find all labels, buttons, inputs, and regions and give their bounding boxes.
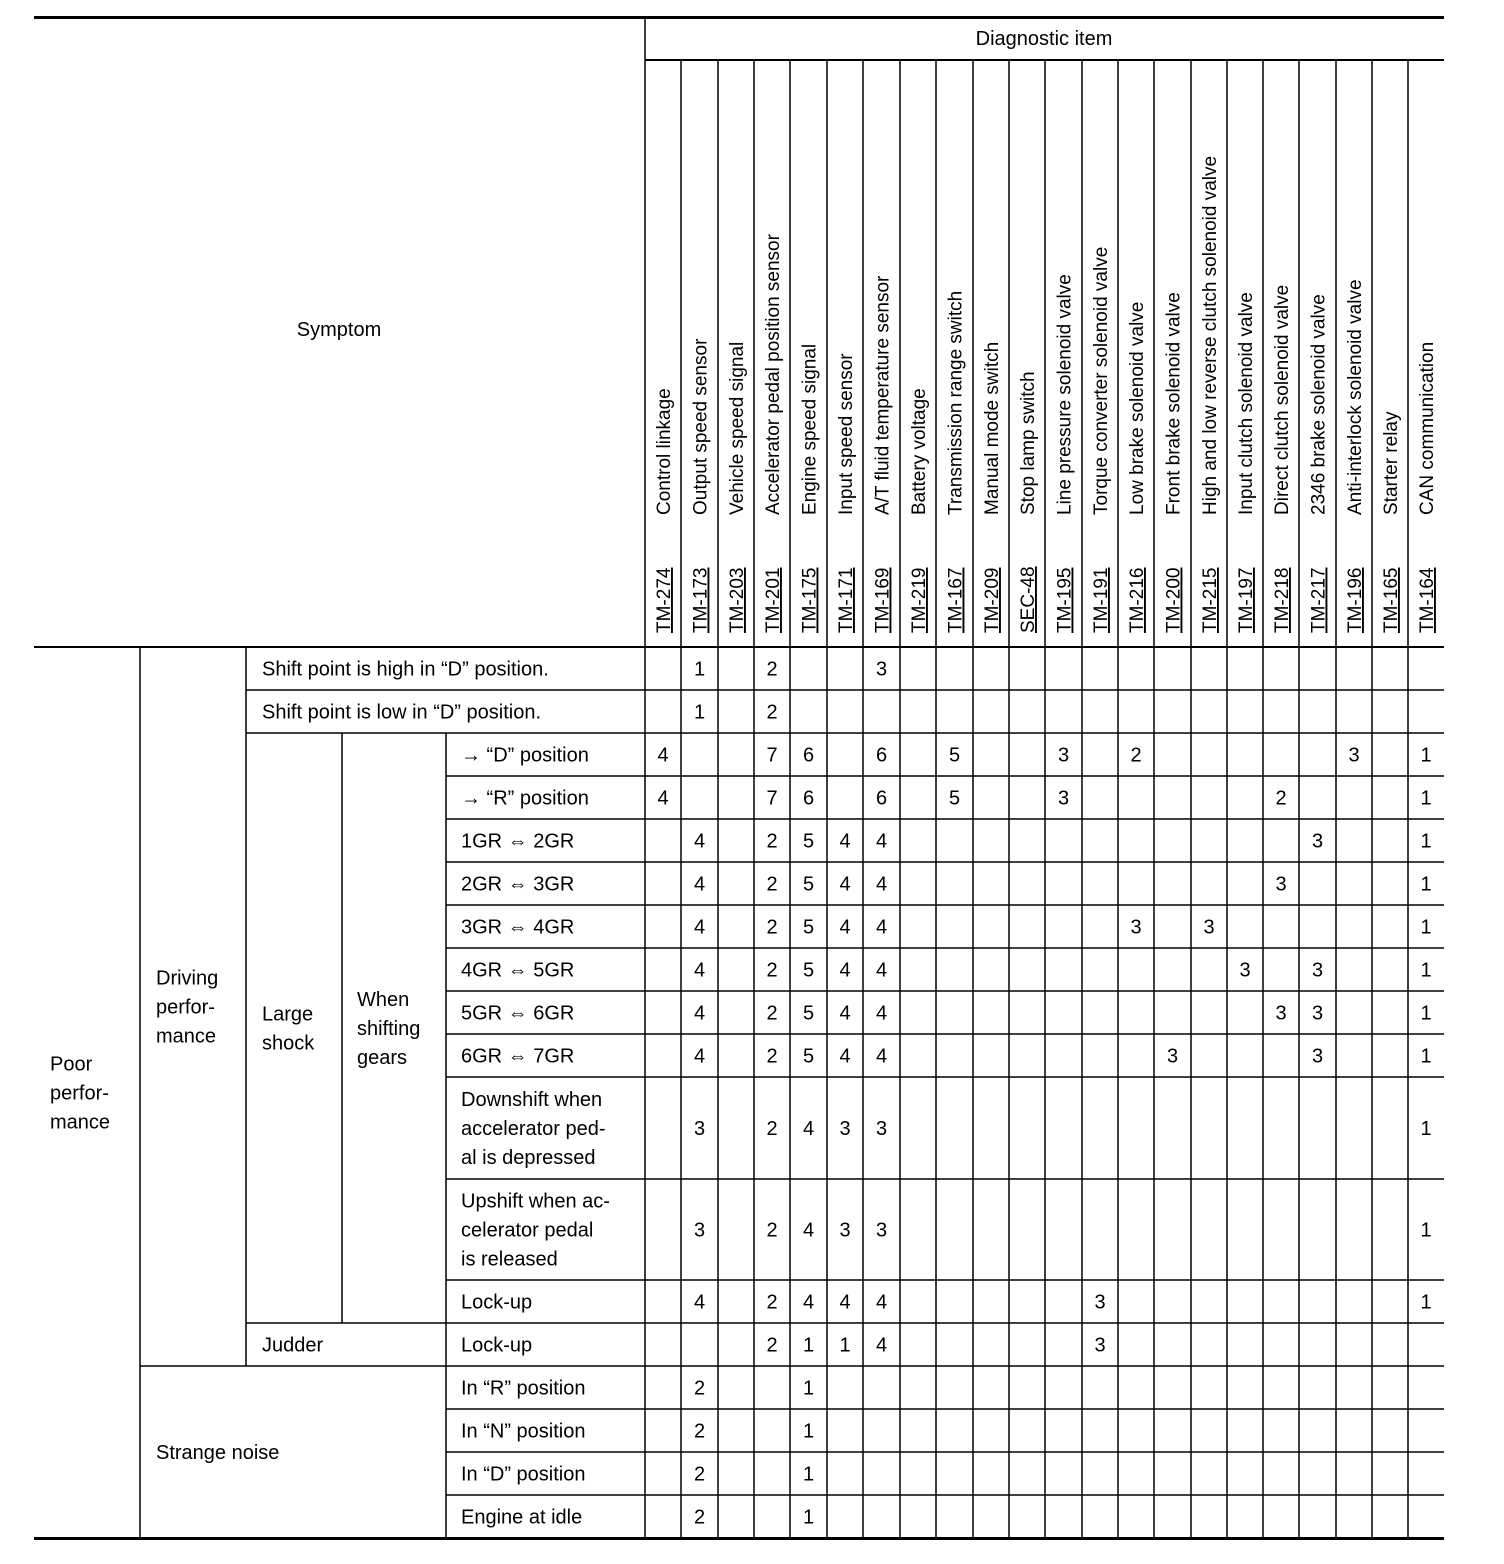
priority-value: 1 — [693, 701, 706, 724]
column-name: A/T fluid temperature sensor — [872, 275, 894, 515]
priority-value: 4 — [657, 744, 669, 767]
priority-value: 3 — [1311, 1045, 1324, 1068]
column-name: Battery voltage — [909, 388, 930, 515]
priority-value: 3 — [839, 1118, 851, 1140]
column-reference-link: TM-218 — [1272, 567, 1293, 633]
column-reference-link: SEC-48 — [1018, 566, 1039, 633]
priority-value: 1 — [802, 1420, 815, 1443]
judder-label: Judder — [262, 1334, 324, 1357]
row-symptom-line: In “N” position — [461, 1420, 586, 1443]
column-name: Torque converter solenoid valve — [1091, 246, 1112, 515]
priority-value: 4 — [693, 959, 706, 982]
priority-value: 3 — [1311, 830, 1324, 853]
priority-value: 5 — [948, 744, 961, 767]
priority-value: 2 — [766, 1002, 778, 1025]
row-symptom-line: → “D” position — [461, 744, 589, 767]
priority-value: 4 — [802, 1118, 815, 1140]
priority-value: 2 — [766, 1045, 778, 1068]
when-shifting-gears-label-line: gears — [357, 1047, 408, 1069]
row-symptom-line: → “R” position — [461, 787, 589, 810]
priority-value: 4 — [693, 1291, 706, 1314]
diagnostic-table-grid — [34, 16, 1444, 1540]
column-reference-link: TM-203 — [727, 567, 748, 633]
row-symptom-line: In “R” position — [461, 1377, 586, 1400]
column-reference-link: TM-195 — [1054, 567, 1076, 633]
column-name: Anti-interlock solenoid valve — [1345, 279, 1366, 515]
row-symptom-line: Upshift when ac- — [461, 1190, 610, 1213]
column-reference-link: TM-217 — [1308, 567, 1330, 633]
column-reference-link: TM-169 — [872, 567, 894, 633]
priority-value: 2 — [693, 1506, 706, 1529]
column-name: Line pressure solenoid valve — [1054, 274, 1076, 515]
priority-value: 4 — [693, 873, 706, 896]
column-reference-link: TM-209 — [982, 567, 1003, 633]
row-symptom-line: In “D” position — [461, 1463, 586, 1486]
priority-value: 5 — [802, 873, 815, 896]
priority-value: 6 — [875, 787, 888, 810]
row-symptom-line: 3GR ⇔ 4GR — [461, 916, 575, 939]
priority-value: 4 — [657, 787, 669, 810]
column-reference-link: TM-219 — [909, 567, 930, 633]
priority-value: 2 — [766, 1291, 778, 1314]
row-symptom-line: Shift point is low in “D” position. — [262, 701, 542, 724]
priority-value: 4 — [875, 916, 888, 939]
priority-value: 4 — [802, 1219, 815, 1242]
column-name: Accelerator pedal position sensor — [763, 234, 784, 515]
column-name: Input speed sensor — [836, 353, 857, 515]
column-name: Manual mode switch — [982, 341, 1003, 515]
priority-value: 3 — [693, 1219, 706, 1242]
priority-value: 4 — [839, 959, 851, 982]
priority-value: 3 — [693, 1118, 706, 1140]
priority-value: 2 — [766, 1219, 778, 1242]
column-name: Input clutch solenoid valve — [1236, 292, 1257, 515]
priority-value: 1 — [802, 1377, 815, 1400]
priority-value: 2 — [766, 959, 778, 982]
column-name: Engine speed signal — [799, 343, 821, 515]
row-symptom-line: accelerator ped- — [461, 1118, 606, 1140]
column-name: Transmission range switch — [945, 290, 967, 515]
row-symptom-line: Shift point is high in “D” position. — [262, 658, 549, 681]
column-reference-link: TM-216 — [1127, 567, 1148, 633]
priority-value: 2 — [766, 701, 778, 724]
priority-value: 1 — [1420, 916, 1432, 939]
column-reference-link: TM-197 — [1236, 567, 1257, 633]
row-symptom-line: 5GR ⇔ 6GR — [461, 1002, 575, 1025]
priority-value: 4 — [875, 1334, 888, 1357]
priority-value: 7 — [766, 787, 778, 810]
column-reference-link: TM-175 — [799, 567, 821, 633]
column-name: Vehicle speed signal — [727, 341, 748, 515]
priority-value: 2 — [766, 658, 778, 681]
priority-value: 5 — [802, 959, 815, 982]
priority-value: 1 — [802, 1463, 815, 1486]
column-name: Starter relay — [1381, 411, 1402, 515]
priority-value: 6 — [802, 744, 815, 767]
priority-value: 1 — [802, 1334, 815, 1357]
when-shifting-gears-label-line: shifting — [357, 1018, 421, 1040]
priority-value: 4 — [875, 873, 888, 896]
row-symptom-line: 6GR ⇔ 7GR — [461, 1045, 575, 1068]
priority-value: 1 — [1420, 1219, 1432, 1242]
priority-value: 7 — [766, 744, 778, 767]
priority-value: 5 — [802, 916, 815, 939]
row-symptom-line: Lock-up — [461, 1334, 533, 1357]
priority-value: 4 — [839, 1002, 851, 1025]
priority-value: 2 — [766, 916, 778, 939]
column-name: High and low reverse clutch solenoid valve — [1200, 155, 1221, 515]
priority-value: 4 — [875, 1002, 888, 1025]
diagnostic-item-header: Diagnostic item — [975, 28, 1113, 50]
priority-value: 5 — [802, 1002, 815, 1025]
column-name: Stop lamp switch — [1018, 371, 1039, 515]
priority-value: 1 — [1420, 1118, 1432, 1140]
priority-value: 3 — [1057, 787, 1070, 810]
priority-value: 4 — [693, 1002, 706, 1025]
priority-value: 2 — [766, 1118, 778, 1140]
column-reference-link: TM-215 — [1200, 567, 1221, 633]
priority-value: 3 — [1239, 959, 1251, 982]
priority-value: 2 — [693, 1377, 706, 1400]
priority-value: 2 — [1275, 787, 1287, 810]
priority-value: 2 — [1130, 744, 1142, 767]
column-reference-link: TM-201 — [763, 567, 784, 633]
column-reference-link: TM-274 — [654, 567, 675, 633]
priority-value: 3 — [875, 1118, 888, 1140]
column-reference-link: TM-164 — [1417, 567, 1438, 633]
row-symptom-line: 4GR ⇔ 5GR — [461, 959, 575, 982]
priority-value: 2 — [766, 873, 778, 896]
row-symptom-line: al is depressed — [461, 1147, 596, 1169]
column-name: Control linkage — [654, 388, 675, 515]
large-shock-label-line: shock — [262, 1032, 315, 1055]
priority-value: 3 — [1311, 1002, 1324, 1025]
priority-value: 4 — [839, 916, 851, 939]
priority-value: 3 — [875, 658, 888, 681]
driving-performance-label-line: Driving — [156, 967, 219, 990]
priority-value: 1 — [839, 1334, 851, 1357]
priority-value: 4 — [693, 916, 706, 939]
row-symptom-line: Lock-up — [461, 1291, 533, 1314]
column-name: Output speed sensor — [690, 338, 712, 515]
strange-noise-label: Strange noise — [156, 1442, 280, 1464]
driving-performance-label-line: mance — [156, 1025, 217, 1048]
column-name: Direct clutch solenoid valve — [1272, 284, 1293, 515]
priority-value: 4 — [693, 830, 706, 853]
priority-value: 3 — [1094, 1291, 1106, 1314]
diagnostic-table — [34, 16, 1444, 1540]
priority-value: 1 — [1420, 830, 1432, 853]
priority-value: 4 — [875, 1045, 888, 1068]
column-name: Low brake solenoid valve — [1127, 301, 1148, 515]
priority-value: 4 — [839, 1045, 851, 1068]
priority-value: 1 — [1420, 873, 1432, 896]
priority-value: 4 — [693, 1045, 706, 1068]
priority-value: 3 — [1057, 744, 1070, 767]
column-name: Front brake solenoid valve — [1163, 292, 1185, 515]
priority-value: 2 — [766, 1334, 778, 1357]
row-symptom-line: Engine at idle — [461, 1506, 583, 1529]
priority-value: 6 — [802, 787, 815, 810]
row-symptom-line: 1GR ⇔ 2GR — [461, 830, 575, 853]
priority-value: 3 — [875, 1219, 888, 1242]
column-reference-link: TM-171 — [836, 567, 857, 633]
column-reference-link: TM-191 — [1091, 567, 1112, 633]
row-symptom-line: Downshift when — [461, 1089, 603, 1111]
priority-value: 5 — [948, 787, 961, 810]
priority-value: 4 — [875, 959, 888, 982]
symptom-header: Symptom — [296, 319, 382, 341]
column-name: 2346 brake solenoid valve — [1308, 294, 1330, 515]
priority-value: 1 — [1420, 1002, 1432, 1025]
priority-value: 2 — [693, 1463, 706, 1486]
row-symptom-line: 2GR ⇔ 3GR — [461, 873, 575, 896]
priority-value: 1 — [693, 658, 706, 681]
priority-value: 4 — [839, 1291, 851, 1314]
priority-value: 3 — [1311, 959, 1324, 982]
priority-value: 4 — [875, 830, 888, 853]
column-reference-link: TM-196 — [1345, 567, 1366, 633]
poor-performance-label-line: perfor- — [50, 1082, 109, 1105]
priority-value: 2 — [693, 1420, 706, 1443]
priority-value: 5 — [802, 1045, 815, 1068]
priority-value: 4 — [839, 873, 851, 896]
poor-performance-label-line: mance — [50, 1111, 111, 1134]
priority-value: 3 — [1275, 1002, 1287, 1025]
priority-value: 4 — [802, 1291, 815, 1314]
priority-value: 3 — [1203, 916, 1215, 939]
column-reference-link: TM-173 — [690, 567, 712, 633]
poor-performance-label-line: Poor — [50, 1053, 93, 1076]
when-shifting-gears-label-line: When — [357, 989, 410, 1011]
priority-value: 3 — [1094, 1334, 1106, 1357]
column-reference-link: TM-167 — [945, 567, 967, 633]
column-reference-link: TM-200 — [1163, 567, 1185, 633]
priority-value: 3 — [1166, 1045, 1179, 1068]
row-symptom-line: celerator pedal — [461, 1219, 594, 1242]
priority-value: 1 — [1420, 1291, 1432, 1314]
priority-value: 3 — [839, 1219, 851, 1242]
priority-value: 2 — [766, 830, 778, 853]
large-shock-label-line: Large — [262, 1003, 314, 1026]
priority-value: 4 — [839, 830, 851, 853]
priority-value: 1 — [802, 1506, 815, 1529]
priority-value: 4 — [875, 1291, 888, 1314]
priority-value: 6 — [875, 744, 888, 767]
driving-performance-label-line: perfor- — [156, 996, 215, 1019]
priority-value: 3 — [1348, 744, 1360, 767]
priority-value: 1 — [1420, 787, 1432, 810]
column-name: CAN communication — [1417, 341, 1438, 515]
priority-value: 3 — [1130, 916, 1142, 939]
row-symptom-line: is released — [461, 1248, 558, 1271]
priority-value: 1 — [1420, 959, 1432, 982]
priority-value: 3 — [1275, 873, 1287, 896]
priority-value: 1 — [1420, 1045, 1432, 1068]
priority-value: 5 — [802, 830, 815, 853]
column-reference-link: TM-165 — [1381, 567, 1402, 633]
priority-value: 1 — [1420, 744, 1432, 767]
